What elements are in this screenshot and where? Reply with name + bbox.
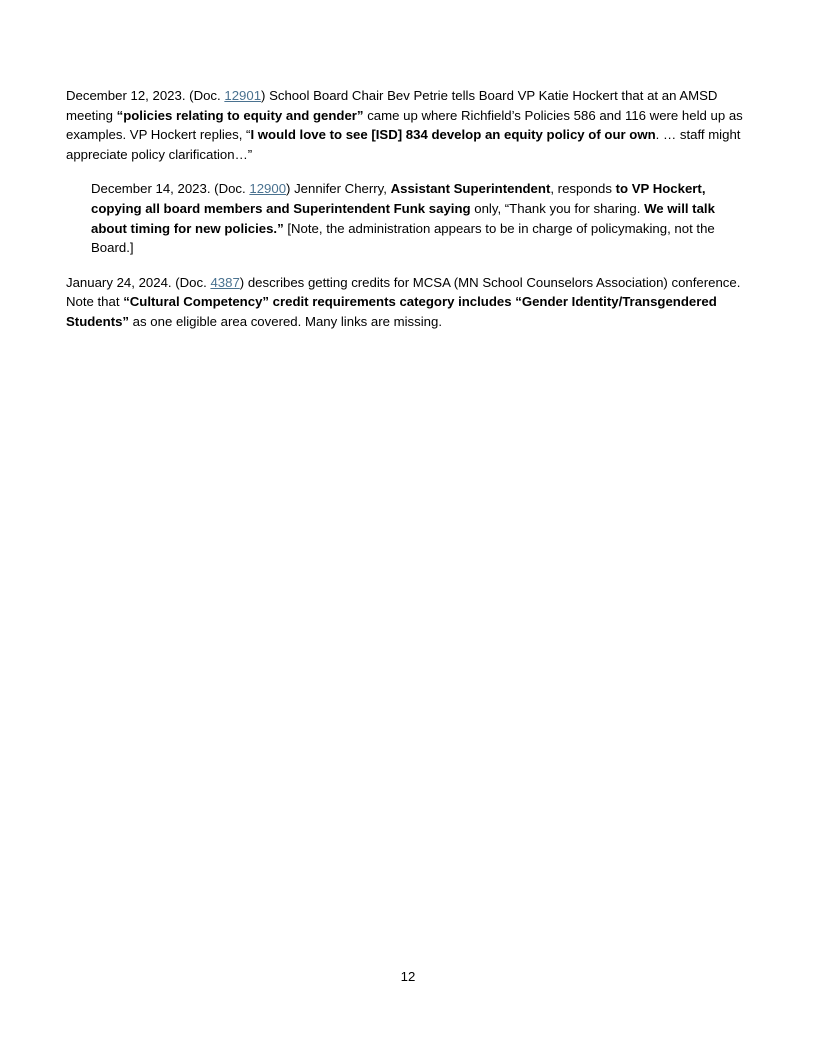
entry-text: . … staff might appreciate policy clarification…” — [66, 127, 741, 162]
doc-link-4387[interactable]: 4387 — [210, 274, 240, 290]
entry-text: ) School Board Chair Bev Petrie tells Board VP Katie Hockert that at an AMSD meeting — [66, 88, 718, 123]
entry-text: came up where Richfield’s Policies 586 and 116 were held up as examples. VP Hockert replies, “ — [66, 107, 743, 143]
entry-text: ) describes getting credits for MCSA (MN School Counselors Association) conference. Note that — [66, 274, 741, 310]
doc-prefix: (Doc. — [214, 181, 246, 197]
entry-bold-text: “policies relating to equity and gender” — [116, 107, 364, 123]
entry-date: January 24, 2024. — [66, 274, 172, 290]
entry-2023-12-12 — [66, 86, 750, 164]
entry-text: as one eligible area covered. Many links are missing. — [129, 313, 443, 329]
entry-2023-12-14 — [91, 179, 750, 257]
page-number: 12 — [400, 969, 416, 984]
entry-bold-text: Assistant Superintendent — [390, 181, 551, 197]
entry-bold-text: I would love to see [ISD] 834 develop an equity policy of our own — [250, 127, 656, 143]
doc-link-12901[interactable]: 12901 — [224, 88, 262, 103]
entry-text: , responds — [550, 181, 616, 197]
doc-prefix: (Doc. — [189, 88, 221, 103]
doc-prefix: (Doc. — [175, 274, 207, 290]
document-body — [66, 86, 750, 332]
entry-text: ) Jennifer Cherry, — [286, 181, 391, 197]
entry-text: [Note, the administration appears to be in charge of policymaking, not the Board.] — [91, 220, 715, 256]
entry-bold-text: “Cultural Competency” credit requirements category includes “Gender Identity/Transgendered Students” — [66, 294, 717, 329]
entry-date: December 12, 2023. — [66, 88, 186, 103]
entry-bold-text: to VP Hockert, copying all board members and Superintendent Funk saying — [91, 181, 706, 216]
entry-2024-01-24 — [66, 273, 750, 332]
entry-bold-text: We will talk about timing for new policies.” — [91, 200, 715, 236]
doc-link-12900[interactable]: 12900 — [249, 181, 287, 197]
entry-text: only, “Thank you for sharing. — [470, 200, 645, 216]
entry-date: December 14, 2023. — [91, 181, 211, 197]
